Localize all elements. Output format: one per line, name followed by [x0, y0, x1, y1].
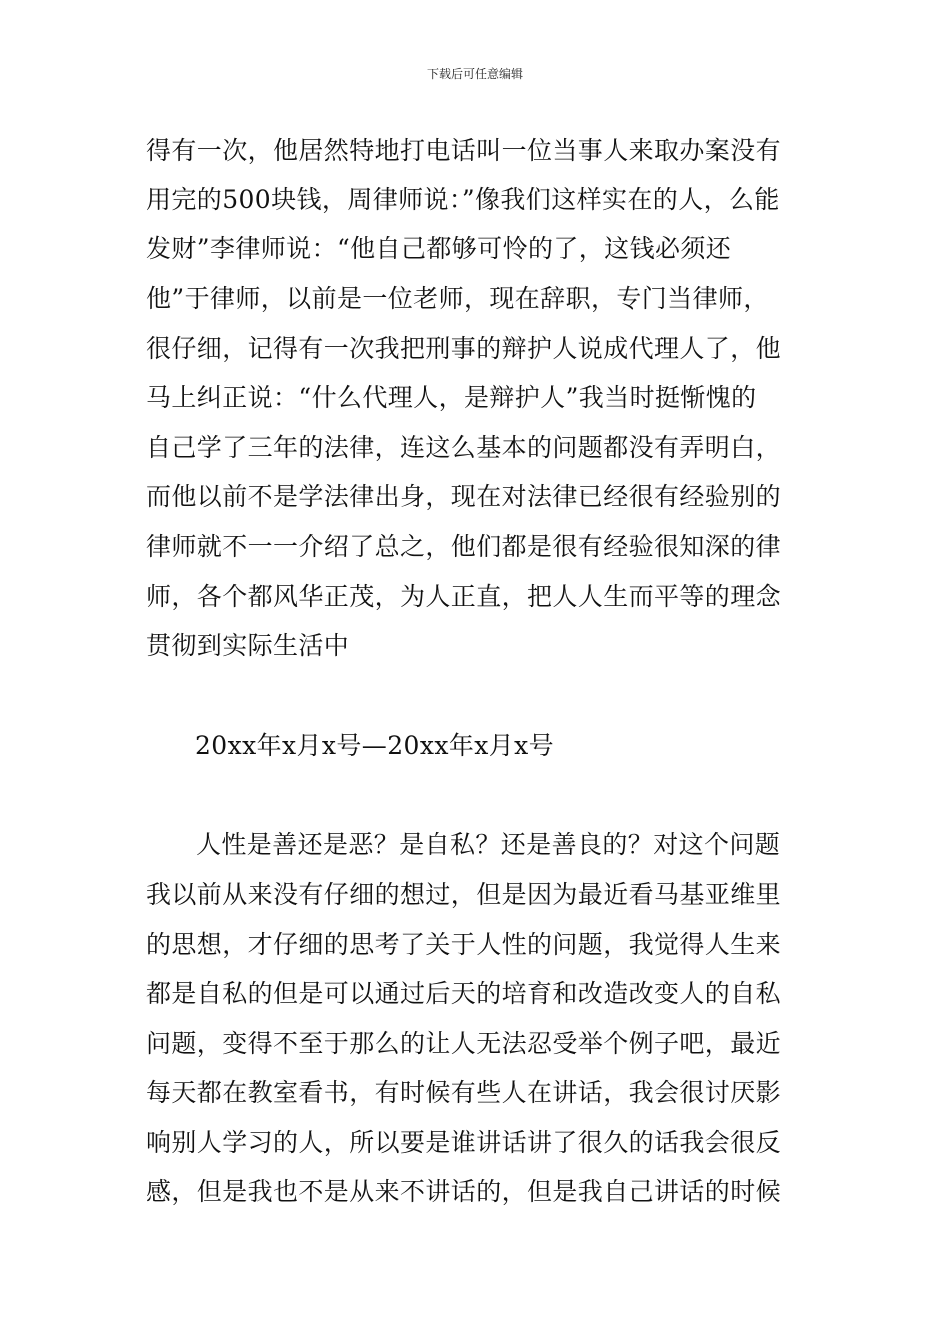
date-range-line: 20xx年x月x号—20xx年x月x号 — [195, 731, 555, 760]
text-line: 马上纠正说：“什么代理人，是辩护人”我当时挺惭愧的 — [146, 383, 757, 412]
page-header: 下载后可任意编辑 — [426, 67, 523, 81]
text-line: 都是自私的但是可以通过后天的培育和改造改变人的自私 — [146, 979, 782, 1008]
text-line: 用完的500块钱，周律师说：”像我们这样实在的人，么能 — [146, 185, 780, 214]
text-line: 的思想，才仔细的思考了关于人性的问题，我觉得人生来 — [146, 930, 782, 959]
text-line: 而他以前不是学法律出身，现在对法律已经很有经验别的 — [146, 482, 782, 511]
text-line: 感，但是我也不是从来不讲话的，但是我自己讲话的时候 — [146, 1177, 782, 1206]
text-line: 人性是善还是恶？是自私？还是善良的？对这个问题 — [196, 830, 781, 859]
text-line: 他”于律师，以前是一位老师，现在辞职，专门当律师， — [146, 284, 769, 313]
text-line: 每天都在教室看书，有时候有些人在讲话，我会很讨厌影 — [146, 1078, 782, 1107]
text-line: 师，各个都风华正茂，为人正直，把人人生而平等的理念 — [146, 582, 782, 611]
text-line: 发财”李律师说：“他自己都够可怜的了，这钱必须还 — [146, 234, 732, 263]
text-line: 问题，变得不至于那么的让人无法忍受举个例子吧，最近 — [146, 1029, 782, 1058]
text-line: 贯彻到实际生活中 — [146, 631, 350, 660]
text-line: 律师就不一一介绍了总之，他们都是很有经验很知深的律 — [146, 532, 782, 561]
text-line: 得有一次，他居然特地打电话叫一位当事人来取办案没有 — [146, 136, 782, 165]
text-line: 我以前从来没有仔细的想过，但是因为最近看马基亚维里 — [146, 880, 782, 909]
text-line: 响别人学习的人，所以要是谁讲话讲了很久的话我会很反 — [146, 1128, 782, 1157]
text-line: 自己学了三年的法律，连这么基本的问题都没有弄明白， — [146, 433, 782, 462]
text-line: 很仔细，记得有一次我把刑事的辩护人说成代理人了，他 — [146, 334, 782, 363]
